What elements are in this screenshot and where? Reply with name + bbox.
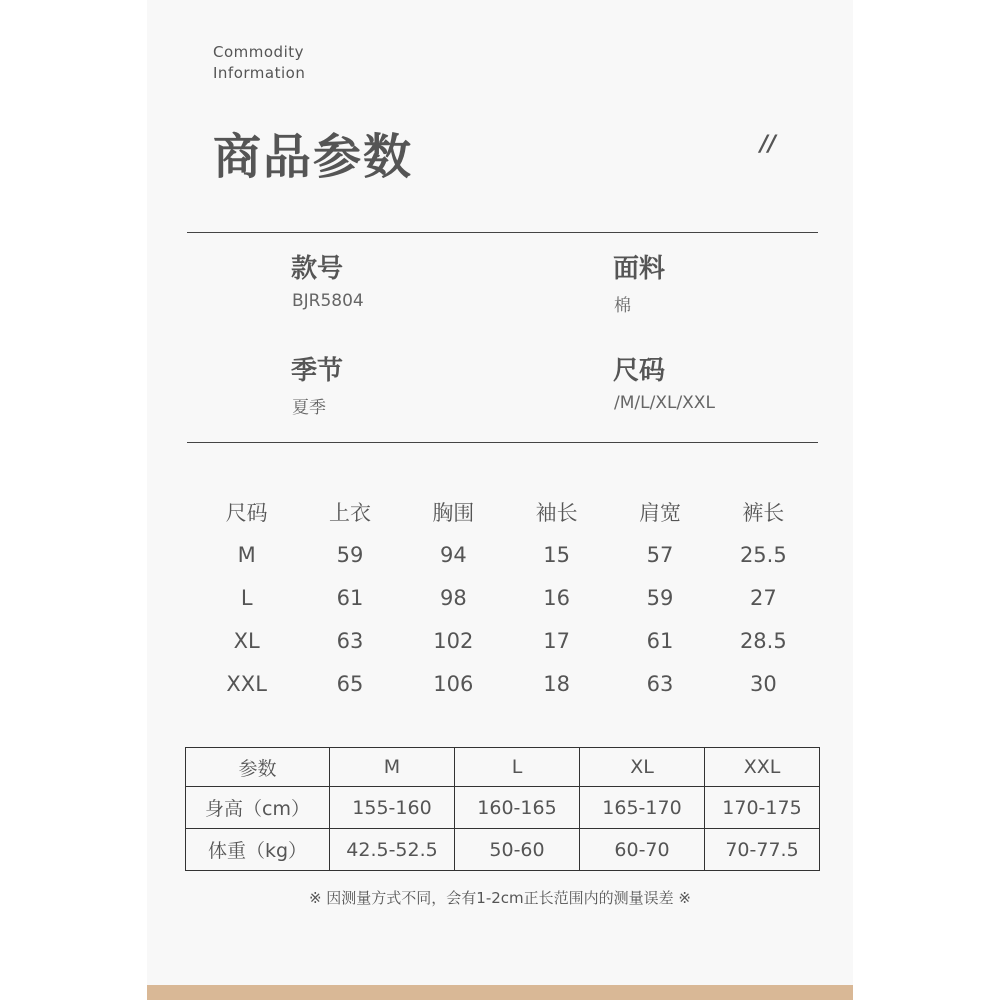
size-chart-cell: 61: [646, 628, 674, 653]
size-chart-cell: 94: [439, 542, 467, 567]
fit-chart-cell: 42.5-52.5: [330, 829, 455, 871]
fit-chart-header-cell: 参数: [186, 748, 330, 787]
fabric-label: 面料: [613, 254, 666, 284]
accent-band: [147, 985, 853, 1000]
fit-chart-cell: 身高（cm）: [186, 787, 330, 829]
size-chart-table: [195, 490, 815, 705]
size-chart-header-cell: 胸围: [432, 500, 475, 525]
size-chart-cell: 15: [543, 542, 571, 567]
size-chart-cell: 18: [543, 671, 571, 696]
size-chart-cell: 65: [336, 671, 364, 696]
size-chart-row: [195, 576, 815, 619]
size-chart-cell: 59: [646, 585, 674, 610]
size-chart-cell: 27: [749, 585, 777, 610]
size-chart-cell: 61: [336, 585, 364, 610]
size-value: /M/L/XL/XXL: [614, 393, 715, 413]
size-chart-cell: 59: [336, 542, 364, 567]
page-title: 商品参数: [213, 129, 414, 185]
fit-chart-cell: 70-77.5: [705, 829, 820, 871]
fit-chart-header-cell: XXL: [705, 748, 820, 787]
size-chart-cell: L: [240, 585, 253, 610]
size-chart-cell: M: [237, 542, 256, 567]
bottom-divider: [187, 442, 818, 443]
eyebrow-line-1: Commodity: [213, 43, 304, 61]
fit-chart-cell: 160-165: [455, 787, 580, 829]
fit-chart-header-cell: M: [330, 748, 455, 787]
size-chart-cell: 102: [433, 628, 474, 653]
size-chart-cell: XXL: [226, 671, 267, 696]
size-chart-cell: 28.5: [739, 628, 787, 653]
size-chart-header-cell: 肩宽: [638, 500, 681, 525]
eyebrow-line-2: Information: [213, 64, 306, 82]
season-label: 季节: [291, 356, 344, 386]
section-eyebrow: [213, 42, 305, 84]
size-chart-cell: 63: [336, 628, 364, 653]
size-chart-header-cell: 上衣: [328, 500, 371, 525]
size-chart-cell: XL: [233, 628, 260, 653]
fabric-value: 棉: [614, 296, 631, 316]
decorative-slashes: //: [760, 132, 777, 157]
size-chart-header-cell: 裤长: [742, 500, 785, 525]
style-no-label: 款号: [291, 254, 344, 284]
fit-chart-table: [185, 747, 820, 871]
size-chart-cell: 25.5: [739, 542, 787, 567]
fit-chart-cell: 155-160: [330, 787, 455, 829]
size-chart-cell: 98: [439, 585, 467, 610]
season-value: 夏季: [292, 398, 326, 418]
size-chart-header-row: [195, 490, 815, 533]
fit-chart-cell: 50-60: [455, 829, 580, 871]
size-chart-cell: 63: [646, 671, 674, 696]
size-chart-cell: 30: [749, 671, 777, 696]
measurement-note: ※ 因测量方式不同，会有1-2cm正长范围内的测量误差 ※: [308, 889, 692, 907]
size-label: 尺码: [613, 356, 666, 386]
fit-chart-cell: 体重（kg）: [186, 829, 330, 871]
style-no-value: BJR5804: [292, 291, 364, 311]
fit-chart-header-cell: XL: [580, 748, 705, 787]
fit-chart-header-cell: L: [455, 748, 580, 787]
fit-chart-cell: 165-170: [580, 787, 705, 829]
fit-chart-row: [186, 787, 820, 829]
top-divider: [187, 232, 818, 233]
fit-chart-header-row: [186, 748, 820, 787]
size-chart-cell: 57: [646, 542, 674, 567]
size-chart-row: [195, 533, 815, 576]
size-chart-header-cell: 尺码: [225, 500, 268, 525]
size-chart-cell: 106: [433, 671, 474, 696]
size-chart-row: [195, 662, 815, 705]
size-chart-cell: 16: [543, 585, 571, 610]
fit-chart-row: [186, 829, 820, 871]
fit-chart-cell: 170-175: [705, 787, 820, 829]
size-chart-row: [195, 619, 815, 662]
size-chart-header-cell: 袖长: [535, 500, 578, 525]
size-chart-cell: 17: [543, 628, 571, 653]
fit-chart-cell: 60-70: [580, 829, 705, 871]
